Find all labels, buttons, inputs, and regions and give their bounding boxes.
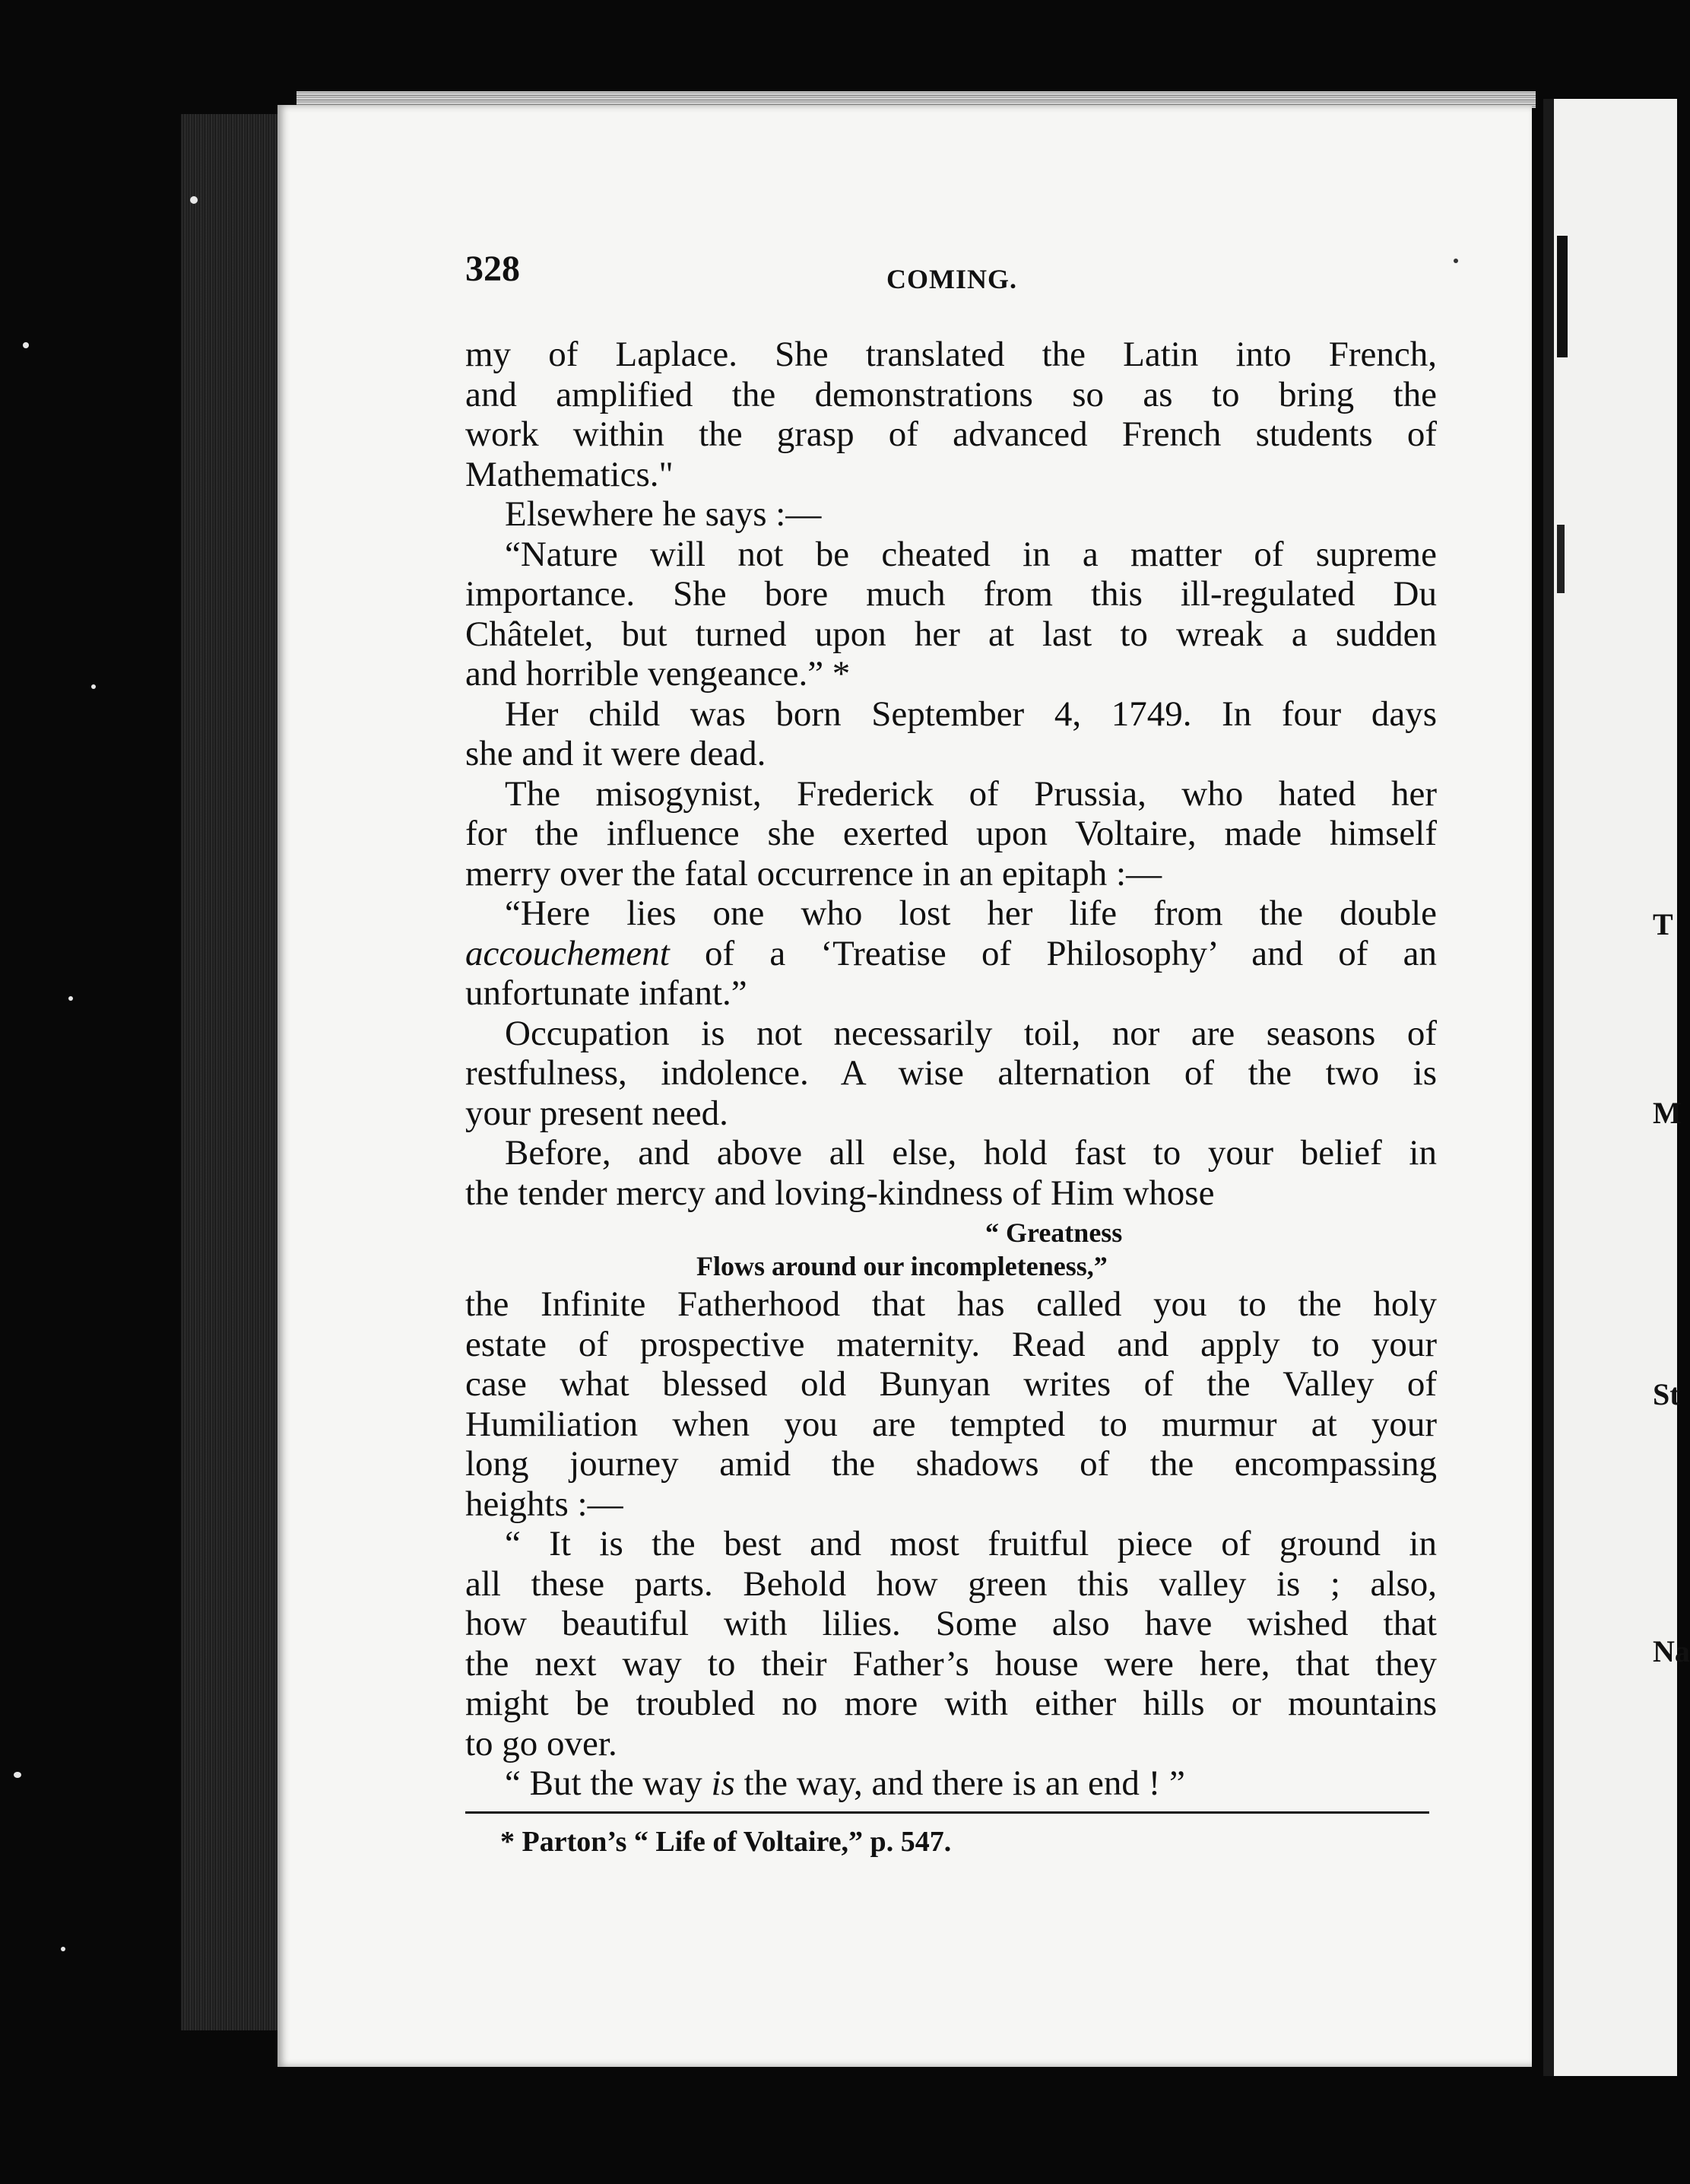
closing-line-end: the way, and there is an end ! ” <box>734 1763 1185 1803</box>
scan-speck <box>1454 259 1458 263</box>
book-page-edges <box>181 114 287 2030</box>
verse-line: “ Greatness <box>985 1217 1123 1248</box>
text-line: the Infinite Fatherhood that has called you to the holy <box>465 1284 1437 1324</box>
italic-word: is <box>711 1763 735 1803</box>
scan-speck <box>23 342 29 348</box>
text-line: “ It is the best and most fruitful piece of ground in <box>505 1524 1437 1563</box>
text-line: the tender mercy and loving-kindness of Him whose <box>465 1173 1215 1213</box>
text-line: and amplified the demonstrations so as to bring the <box>465 374 1437 414</box>
text-line <box>465 934 1437 974</box>
text-line: “Nature will not be cheated in a matter of supreme <box>505 534 1437 574</box>
scan-speck <box>190 196 198 204</box>
facing-page-mark <box>1557 525 1565 593</box>
page-number: 328 <box>465 249 520 289</box>
scan-speck <box>91 684 96 689</box>
text-line: case what blessed old Bunyan writes of the Valley of <box>465 1364 1437 1404</box>
closing-line-start: “ But the way <box>505 1763 712 1803</box>
scan-speck <box>68 996 73 1001</box>
text-line: work within the grasp of advanced French students of <box>465 414 1437 454</box>
facing-page-letter: St <box>1653 1377 1680 1411</box>
italic-word: accouchement <box>465 933 670 973</box>
text-line: “Here lies one who lost her life from the double <box>505 894 1437 933</box>
text-line: she and it were dead. <box>465 734 766 773</box>
text-line: your present need. <box>465 1093 728 1133</box>
text-line: restfulness, indolence. A wise alternation of the two is <box>465 1053 1437 1093</box>
text-line: my of Laplace. She translated the Latin into French, <box>465 335 1437 374</box>
text-line <box>465 1763 1437 1804</box>
text-line: to go over. <box>465 1723 617 1763</box>
footnote: * Parton’s “ Life of Voltaire,” p. 547. <box>500 1825 952 1858</box>
text-line: might be troubled no more with either hills or mountains <box>465 1684 1437 1723</box>
text-line: importance. She bore much from this ill-regulated Du <box>465 574 1437 614</box>
text-line: all these parts. Behold how green this valley is ; also, <box>465 1563 1437 1604</box>
text-line: Châtelet, but turned upon her at last to wreak a sudden <box>465 614 1437 654</box>
text-line: Mathematics." <box>465 454 674 494</box>
text-line: Humiliation when you are tempted to murmur at your <box>465 1404 1437 1444</box>
text-line: heights :— <box>465 1484 623 1524</box>
footnote-rule <box>465 1811 1429 1814</box>
text-line: estate of prospective maternity. Read and apply to your <box>465 1324 1437 1364</box>
text-line: merry over the fatal occurrence in an epitaph :— <box>465 853 1162 894</box>
scan-speck <box>61 1947 65 1951</box>
verse-line: Flows around our incompleteness,” <box>696 1251 1108 1281</box>
text-line: how beautiful with lilies. Some also have wished that <box>465 1604 1437 1643</box>
running-title: COMING. <box>886 264 1017 294</box>
text-line: Occupation is not necessarily toil, nor are seasons of <box>505 1013 1437 1053</box>
text-line: the next way to their Father’s house were here, that they <box>465 1643 1437 1684</box>
body-text <box>465 335 1437 1861</box>
text-line: The misogynist, Frederick of Prussia, who hated her <box>505 773 1437 814</box>
text-line: Her child was born September 4, 1749. In four days <box>505 694 1437 734</box>
facing-page-mark <box>1557 236 1568 357</box>
facing-page-letter: M <box>1653 1096 1682 1130</box>
facing-page <box>1543 99 1690 2076</box>
text-line: unfortunate infant.” <box>465 973 747 1013</box>
text-line: Elsewhere he says :— <box>505 494 822 534</box>
text-line: long journey amid the shadows of the encompassing <box>465 1444 1437 1484</box>
facing-page-letter: Na <box>1653 1634 1690 1668</box>
scan-speck <box>14 1772 21 1778</box>
text-line: for the influence she exerted upon Voltaire, made himself <box>465 814 1437 853</box>
text-line: and horrible vengeance.” * <box>465 654 851 694</box>
facing-page-letter: T <box>1653 907 1673 941</box>
text-line-rest: of a ‘Treatise of Philosophy’ and of an <box>705 933 1437 973</box>
text-line: Before, and above all else, hold fast to your belief in <box>505 1133 1437 1173</box>
